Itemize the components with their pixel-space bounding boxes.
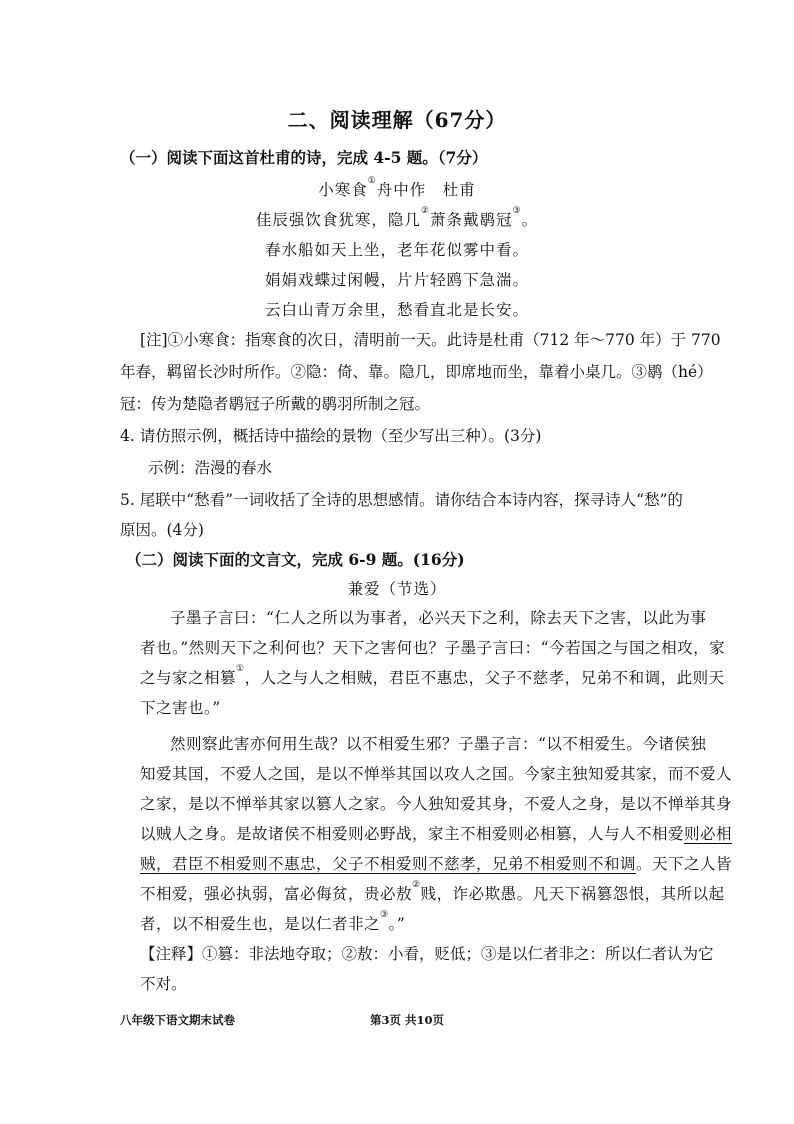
passage-p2-line-3: 之家，是以不惮举其家以篡人之家。今人独知爱其身，不爱人之身，是以不惮举其身: [140, 795, 733, 813]
footnote-mark: ②: [420, 206, 430, 216]
poem-note-line-3: 冠：传为楚隐者鹖冠子所戴的鹖羽所制之冠。: [120, 395, 431, 413]
poem-title-b: 舟中作 杜甫: [376, 181, 476, 199]
passage-p2-line-2: 知爱其国，不爱人之国，是以不惮举其国以攻人之国。今家主独知爱其家，而不爱人: [140, 765, 733, 783]
poem-note-line-2: 年春，羁留长沙时所作。②隐：倚、靠。隐几，即席地而坐，靠着小桌几。③鹖（hé）: [120, 363, 713, 381]
footnote-mark: ③: [380, 910, 389, 920]
part2-heading: （二）阅读下面的文言文，完成 6-9 题。(16分): [126, 550, 465, 569]
section-title: 二、阅读理解（67分）: [287, 108, 507, 132]
poem-title-a: 小寒食: [318, 181, 368, 199]
passage-p2-line-5-b: 。天下之人皆: [636, 855, 733, 873]
passage-p1-line-3-b: ，人之与人之相贼，君臣不惠忠，父子不慈孝，兄弟不和调，此则天: [244, 669, 725, 687]
footer-page-number: 第3页 共10页: [370, 1013, 445, 1027]
poem-line-1: [0, 208, 794, 230]
poem-line-2: 春水船如天上坐，老年花似雾中看。: [264, 241, 529, 259]
footnote-mark: ③: [512, 206, 522, 216]
passage-p2-line-4-a: 以贼人之身。是故诸侯不相爱则必野战，家主不相爱则必相篡，人与人不相爱: [140, 825, 685, 843]
passage-note-line-1: 【注释】①篡：非法地夺取；②敖：小看，贬低；③是以仁者非之：所以仁者认为它: [140, 945, 714, 963]
poem-line-4: 云白山青万余里，愁看直北是长安。: [264, 301, 529, 319]
passage-p2-line-6-a: 不相爱，强必执弱，富必侮贫，贵必敖: [140, 885, 413, 903]
poem-line-1-b: 萧条戴鹖冠: [429, 211, 513, 229]
passage-p1-line-1: 子墨子言曰：“仁人之所以为事者，必兴天下之利，除去天下之害，以此为事: [170, 609, 707, 627]
underlined-sentence: 贼，君臣不相爱则不惠忠，父子不相爱则不慈孝，兄弟不相爱则不和调: [140, 855, 637, 873]
passage-p1-line-3-a: 之与家之相篡: [140, 669, 237, 687]
passage-p2-line-7: [140, 912, 405, 934]
underlined-sentence-start: 则必相: [684, 825, 733, 843]
poem-line-1-c: 。: [521, 211, 539, 229]
passage-p2-line-4: [140, 822, 732, 844]
passage-p2-line-1: 然则察此害亦何用生哉？以不相爱生邪？子墨子言：“以不相爱生。今诸侯独: [170, 735, 707, 753]
footnote-mark: ①: [236, 664, 245, 674]
poem-line-1-a: 佳辰强饮食犹寒，隐几: [255, 211, 421, 229]
text-title: 兼爱（节选）: [347, 580, 447, 598]
footnote-mark: ②: [412, 880, 421, 890]
passage-note-line-2: 不对。: [140, 975, 187, 993]
poem-title: [0, 178, 794, 200]
footnote-mark: ①: [367, 176, 377, 186]
passage-p2-line-6-b: 贱，诈必欺愚。凡天下祸篡怨恨，其所以起: [420, 885, 725, 903]
question-4: 4. 请仿照示例，概括诗中描绘的景物（至少写出三种）。(3分): [120, 427, 542, 445]
passage-p1-line-2: 者也。”然则天下之利何也？天下之害何也？子墨子言曰：“今若国之与国之相攻，家: [140, 639, 726, 657]
poem-note-line-1: [注]①小寒食：指寒食的次日，清明前一天。此诗是杜甫（712 年～770 年）于 770: [140, 331, 721, 349]
passage-p1-line-4: 下之害也。”: [140, 699, 221, 717]
poem-line-3: 娟娟戏蝶过闲幔，片片轻鸥下急湍。: [264, 271, 529, 289]
passage-p2-line-7-b: 。”: [388, 915, 406, 933]
passage-p2-line-7-a: 者，以不相爱生也，是以仁者非之: [140, 915, 381, 933]
passage-p1-line-3: [140, 666, 725, 688]
question-4-example: 示例：浩漫的春水: [148, 459, 273, 477]
question-5-line-2: 原因。(4分): [120, 521, 204, 539]
footer-exam-name: 八年级下语文期末试卷: [120, 1013, 235, 1027]
passage-p2-line-5: [140, 852, 732, 874]
question-5-line-1: 5. 尾联中“愁看”一词收括了全诗的思想感情。请你结合本诗内容，探寻诗人“愁”的: [120, 491, 683, 509]
part1-heading: （一）阅读下面这首杜甫的诗，完成 4-5 题。（7分）: [120, 148, 488, 167]
passage-p2-line-6: [140, 882, 725, 904]
